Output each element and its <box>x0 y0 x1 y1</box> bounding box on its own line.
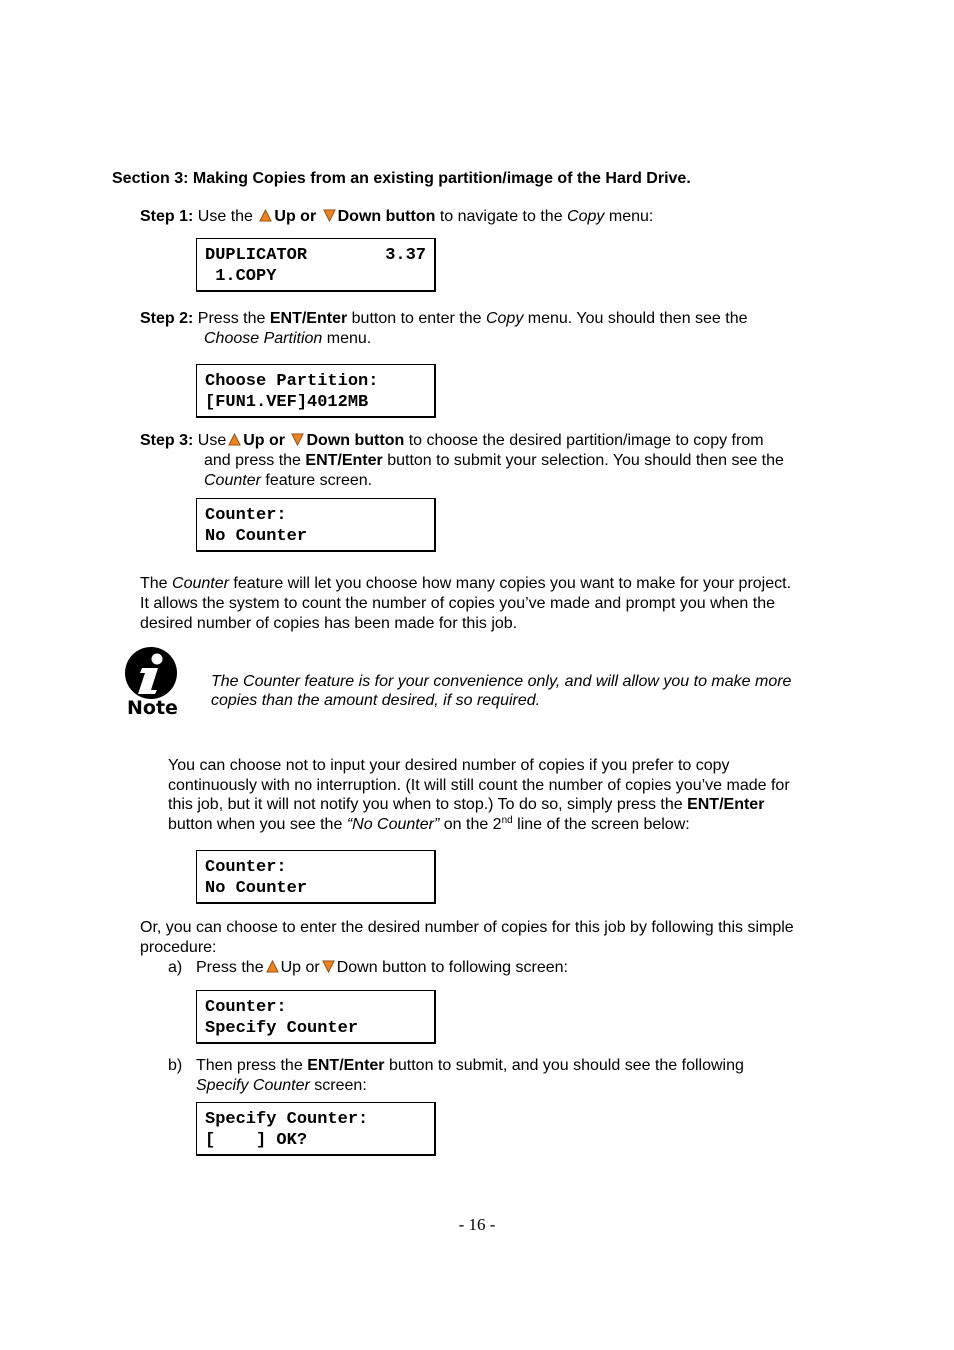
lcd-screen-no-counter <box>196 850 436 904</box>
ent-enter-label: ENT/Enter <box>305 452 383 469</box>
lcd-line-2: [ ] OK? <box>205 1131 308 1150</box>
step2-line2 <box>204 329 371 349</box>
step2-label: Step 2: <box>140 310 194 327</box>
down-arrow-icon <box>322 960 335 973</box>
down-label: Down <box>337 208 382 225</box>
down-arrow-icon <box>323 209 336 222</box>
lcd-line-2: 1.COPY <box>205 267 277 286</box>
up-arrow-icon <box>266 960 279 973</box>
step3-line3-post: feature screen. <box>265 472 373 489</box>
lcd-version: 3.37 <box>385 246 426 265</box>
button-word: button <box>385 208 436 225</box>
para2-line4-pre: button when you see the <box>168 816 343 833</box>
note-block-icon <box>124 646 180 720</box>
para2-line4 <box>168 815 690 835</box>
button-word: button <box>354 432 405 449</box>
step3-line2-post: button to submit your selection. You should then see the <box>387 452 784 469</box>
para1-counter-word: Counter <box>172 575 229 592</box>
lcd-line-1: Counter: <box>205 858 287 877</box>
item-a-pre: Press the <box>196 959 264 976</box>
para2-no-counter-quote: “No Counter” <box>346 816 440 833</box>
item-b-post: button to submit, and you should see the following <box>388 1057 744 1074</box>
note-line1: The Counter feature is for your convenience only, and will allow you to make more <box>211 673 792 690</box>
lcd-screen-specify-counter-input <box>196 1102 436 1156</box>
ent-enter-label: ENT/Enter <box>307 1057 385 1074</box>
para2-line1: You can choose not to input your desired number of copies if you prefer to copy <box>168 757 730 774</box>
step1-mid: to navigate to the <box>439 208 563 225</box>
para2-line2: continuously with no interruption. (It will still count the number of copies you’ve made for <box>168 777 790 794</box>
step3-line1 <box>140 431 764 451</box>
note-icon-label: Note <box>127 697 178 719</box>
page-number: - 16 - <box>458 1215 496 1234</box>
lcd-line-1: Specify Counter: <box>205 1110 369 1129</box>
step1-label: Step 1: <box>140 208 194 225</box>
lcd-line-1: DUPLICATOR <box>205 246 308 265</box>
step1-post: menu: <box>608 208 654 225</box>
lcd-line-1: Counter: <box>205 998 287 1017</box>
step3-pre: Use <box>197 432 227 449</box>
down-arrow-icon <box>291 433 304 446</box>
lcd-screen-duplicator <box>196 238 436 292</box>
item-a-marker: a) <box>168 959 183 976</box>
step2-choose-partition: Choose Partition <box>204 330 323 347</box>
item-b-line1 <box>196 1056 744 1076</box>
or-label: or <box>300 208 317 225</box>
up-arrow-icon <box>259 209 272 222</box>
lcd-line-1: Choose Partition: <box>205 372 379 391</box>
step3-line3 <box>204 471 372 491</box>
step2-pre: Press the <box>197 310 266 327</box>
step2-line1 <box>140 309 748 329</box>
step3-post: to choose the desired partition/image to copy from <box>408 432 764 449</box>
item-b-pre: Then press the <box>196 1057 303 1074</box>
or-label: or <box>269 432 286 449</box>
up-label: Up <box>274 208 296 225</box>
step2-post: menu. You should then see the <box>527 310 748 327</box>
up-label: Up <box>243 432 265 449</box>
lcd-screen-counter <box>196 498 436 552</box>
step2-mid: button to enter the <box>351 310 482 327</box>
lcd-line-2: [FUN1.VEF]4012MB <box>205 393 369 412</box>
para2-line4-post: line of the screen below: <box>517 816 690 833</box>
lcd-line-2: No Counter <box>205 527 308 546</box>
step1-pre: Use the <box>197 208 253 225</box>
item-b-line2-post: screen: <box>314 1077 367 1094</box>
lcd-line-1: Counter: <box>205 506 287 525</box>
step1-copy-word: Copy <box>567 208 605 225</box>
para2-line3 <box>168 795 764 815</box>
item-b-specify-counter: Specify Counter <box>196 1077 310 1094</box>
item-a-text <box>196 958 568 978</box>
ent-enter-label: ENT/Enter <box>269 310 348 327</box>
step3-counter-word: Counter <box>204 472 261 489</box>
note-line2: copies than the amount desired, if so required. <box>211 692 541 709</box>
step1-line <box>140 207 653 227</box>
lcd-line-2: Specify Counter <box>205 1019 359 1038</box>
para1-line2: It allows the system to count the number of copies you’ve made and prompt you when the <box>140 595 776 612</box>
item-a-mid: Up or <box>280 959 320 976</box>
item-a-post: Down button to following screen: <box>336 959 568 976</box>
item-b-marker: b) <box>168 1057 183 1074</box>
step2-line2-post: menu. <box>326 330 372 347</box>
para2-superscript: nd <box>501 815 513 826</box>
ent-enter-label: ENT/Enter <box>687 796 765 813</box>
para1-line1 <box>140 574 791 594</box>
para3-line2: procedure: <box>140 939 217 956</box>
para2-line4-mid: on the 2 <box>443 816 502 833</box>
lcd-line-2: No Counter <box>205 879 308 898</box>
para2-line3-pre: this job, but it will not notify you when to stop.) To do so, simply press the <box>168 796 683 813</box>
down-label: Down <box>306 432 351 449</box>
section-title: Section 3: Making Copies from an existing partition/image of the Hard Drive. <box>112 170 691 187</box>
step3-line2-pre: and press the <box>204 452 301 469</box>
para1-line3: desired number of copies has been made for this job. <box>140 615 518 632</box>
up-arrow-icon <box>228 433 241 446</box>
para1-post: feature will let you choose how many copies you want to make for your project. <box>233 575 792 592</box>
step2-copy-word: Copy <box>485 310 524 327</box>
lcd-screen-choose-partition <box>196 364 436 418</box>
item-b-line2 <box>196 1076 367 1096</box>
para1-pre: The <box>140 575 168 592</box>
info-icon <box>124 646 180 702</box>
step3-label: Step 3: <box>140 432 194 449</box>
step3-line2 <box>204 451 784 471</box>
para3-line1: Or, you can choose to enter the desired number of copies for this job by following this simple <box>140 919 794 936</box>
lcd-screen-specify-counter-option <box>196 990 436 1044</box>
